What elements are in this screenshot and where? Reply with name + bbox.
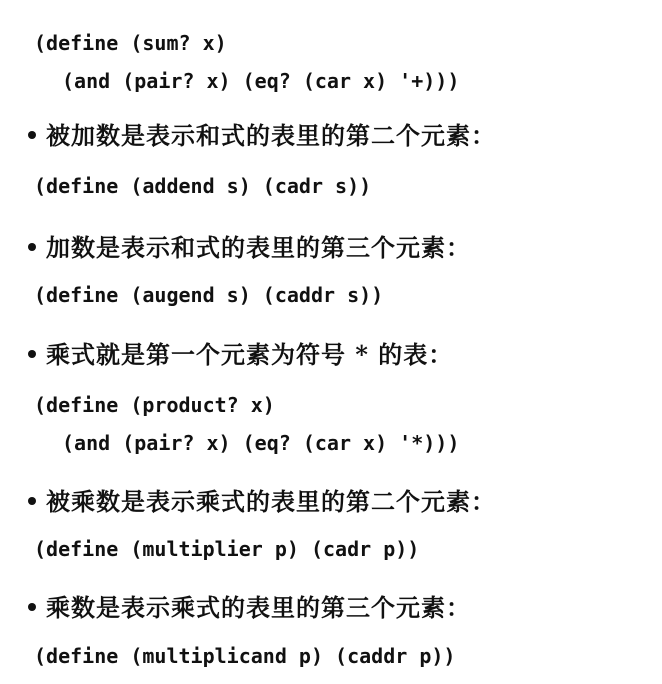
bullet-dot-icon <box>28 603 36 611</box>
bullet-text: 被乘数是表示乘式的表里的第二个元素： <box>46 487 496 516</box>
code-line: (and (pair? x) (eq? (car x) '*))) <box>62 431 460 455</box>
bullet-dot-icon <box>28 350 36 358</box>
code-line: (define (multiplier p) (cadr p)) <box>34 537 420 561</box>
bullet-dot-icon <box>28 243 36 251</box>
bullet-text: 乘数是表示乘式的表里的第三个元素： <box>46 593 471 622</box>
code-line: (and (pair? x) (eq? (car x) '+))) <box>62 69 460 93</box>
bullet-multiplier-description <box>28 486 496 518</box>
code-multiplicand <box>34 637 455 675</box>
bullet-text: 加数是表示和式的表里的第三个元素： <box>46 233 471 262</box>
code-sum-predicate <box>34 24 459 100</box>
bullet-dot-icon <box>28 131 36 139</box>
code-addend <box>34 167 371 205</box>
bullet-dot-icon <box>28 497 36 505</box>
bullet-product-description <box>28 339 453 371</box>
code-line: (define (sum? x) <box>34 31 227 55</box>
code-line: (define (product? x) <box>34 393 275 417</box>
code-line: (define (augend s) (caddr s)) <box>34 283 384 307</box>
code-line: (define (multiplicand p) (caddr p)) <box>34 644 456 668</box>
code-product-predicate <box>34 386 459 462</box>
bullet-addend-description <box>28 120 496 152</box>
code-multiplier <box>34 530 419 568</box>
code-augend <box>34 276 383 314</box>
code-line: (define (addend s) (cadr s)) <box>34 174 372 198</box>
bullet-multiplicand-description <box>28 592 471 624</box>
bullet-text: 被加数是表示和式的表里的第二个元素： <box>46 121 496 150</box>
bullet-text: 乘式就是第一个元素为符号 * 的表： <box>46 340 454 369</box>
bullet-augend-description <box>28 232 471 264</box>
